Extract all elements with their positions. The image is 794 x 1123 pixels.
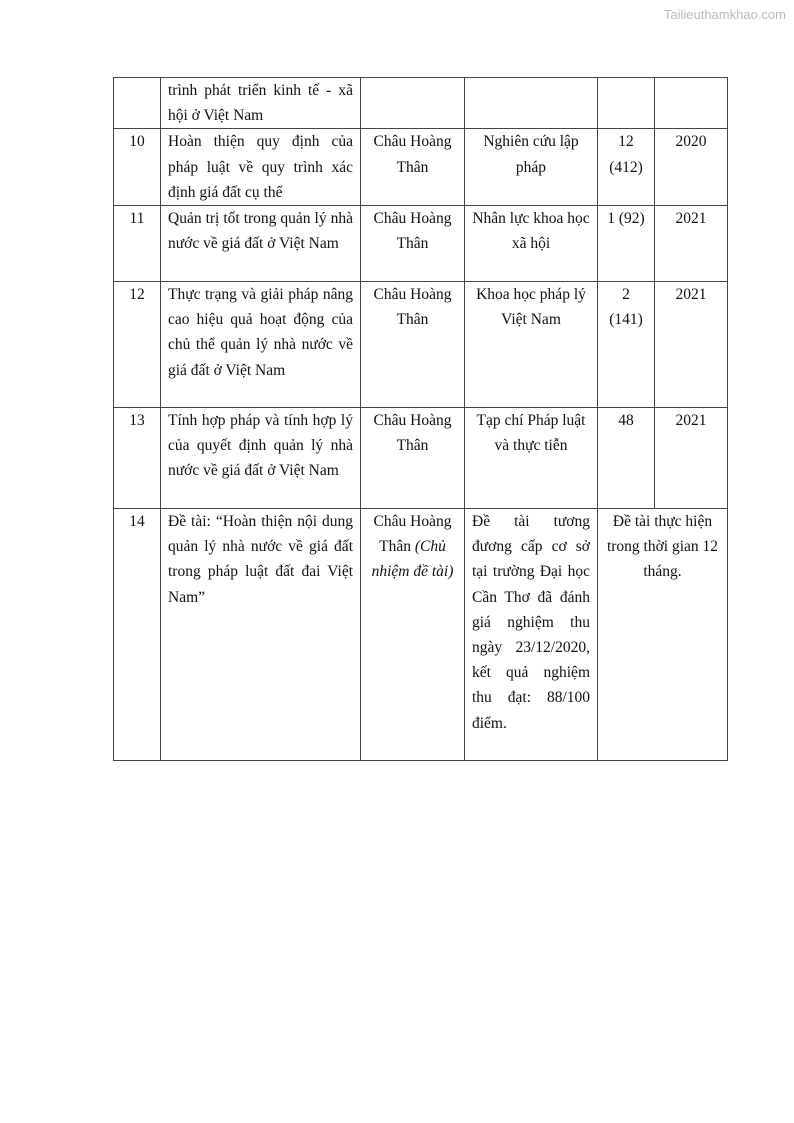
table-row — [114, 206, 728, 282]
row-number: 12 — [114, 282, 161, 408]
article-title: Thực trạng và giải pháp nâng cao hiệu quả hoạt động của chủ thể quản lý nhà nước về giá đất ở Việt Nam — [161, 282, 361, 408]
author — [361, 509, 465, 761]
journal: Nghiên cứu lập pháp — [465, 129, 598, 206]
author-name: Châu Hoàng Thân — [373, 513, 452, 556]
author: Châu Hoàng Thân — [361, 282, 465, 408]
journal: Tạp chí Pháp luật và thực tiễn — [465, 408, 598, 509]
article-title: trình phát triển kinh tế - xã hội ở Việt Nam — [161, 78, 361, 129]
year: 2021 — [655, 408, 728, 509]
watermark: Tailieuthamkhao.com — [663, 7, 786, 22]
row-number: 13 — [114, 408, 161, 509]
year: 2020 — [655, 129, 728, 206]
author: Châu Hoàng Thân — [361, 129, 465, 206]
table-row — [114, 509, 728, 761]
table-row — [114, 282, 728, 408]
issue: 1 (92) — [598, 206, 655, 282]
issue — [598, 78, 655, 129]
journal: Khoa học pháp lý Việt Nam — [465, 282, 598, 408]
article-title: Tính hợp pháp và tính hợp lý của quyết định quản lý nhà nước về giá đất ở Việt Nam — [161, 408, 361, 509]
row-number: 11 — [114, 206, 161, 282]
row-number: 10 — [114, 129, 161, 206]
article-title: Quản trị tốt trong quản lý nhà nước về giá đất ở Việt Nam — [161, 206, 361, 282]
project-title: Đề tài: “Hoàn thiện nội dung quản lý nhà nước về giá đất trong pháp luật đất đai Việt Nam” — [161, 509, 361, 761]
author-role: (Chủ nhiệm đề tài) — [371, 538, 454, 581]
publication-table — [113, 77, 728, 761]
table-row — [114, 78, 728, 129]
author: Châu Hoàng Thân — [361, 206, 465, 282]
journal: Nhân lực khoa học xã hội — [465, 206, 598, 282]
issue: 12 (412) — [598, 129, 655, 206]
project-evaluation: Đề tài tương đương cấp cơ sở tại trường Đại học Cần Thơ đã đánh giá nghiệm thu ngày 23/12/2020, kết quả nghiệm thu đạt: 88/100 điểm. — [465, 509, 598, 761]
year: 2021 — [655, 206, 728, 282]
journal — [465, 78, 598, 129]
row-number: 14 — [114, 509, 161, 761]
article-title: Hoàn thiện quy định của pháp luật về quy trình xác định giá đất cụ thể — [161, 129, 361, 206]
row-number — [114, 78, 161, 129]
project-duration: Đề tài thực hiện trong thời gian 12 tháng. — [598, 509, 728, 761]
table-row — [114, 129, 728, 206]
issue: 48 — [598, 408, 655, 509]
year: 2021 — [655, 282, 728, 408]
author — [361, 78, 465, 129]
year — [655, 78, 728, 129]
issue: 2 (141) — [598, 282, 655, 408]
table-row — [114, 408, 728, 509]
author: Châu Hoàng Thân — [361, 408, 465, 509]
